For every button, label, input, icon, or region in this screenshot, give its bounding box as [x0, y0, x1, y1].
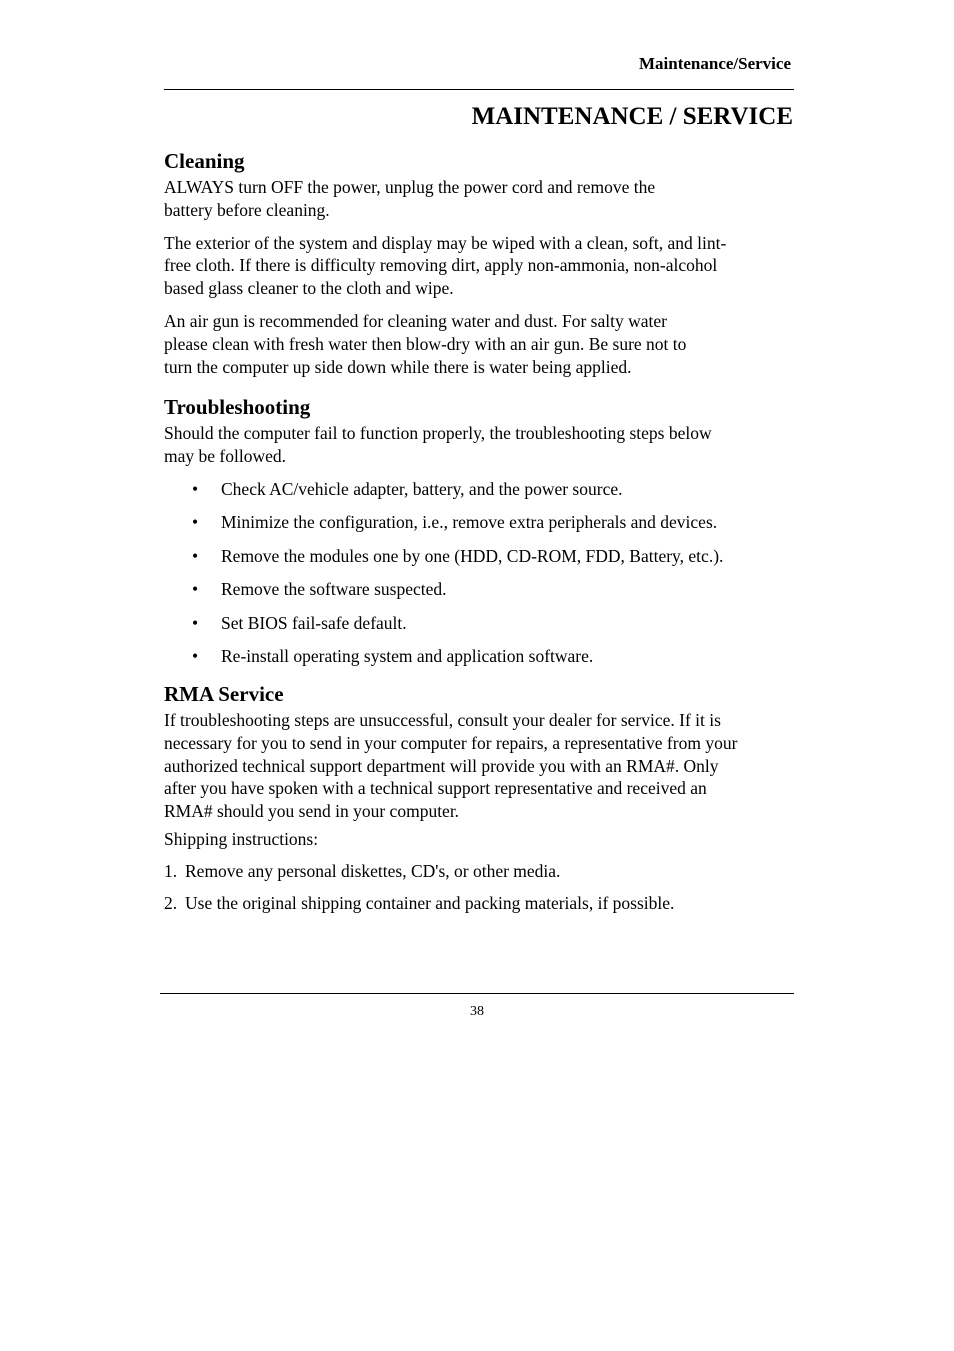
list-item	[164, 578, 796, 612]
list-item-text: Remove the modules one by one (HDD, CD-ROM, FDD, Battery, etc.).	[221, 545, 724, 566]
page-title: MAINTENANCE / SERVICE	[471, 103, 793, 130]
header-rule	[164, 89, 794, 90]
bullet-icon: •	[192, 545, 199, 566]
bullet-icon: •	[192, 612, 199, 633]
step-number: 2.	[164, 892, 178, 913]
list-item-text: Use the original shipping container and packing materials, if possible.	[185, 892, 675, 913]
list-item-text: Re-install operating system and application software.	[221, 646, 594, 667]
troubleshooting-intro	[164, 422, 796, 468]
troubleshooting-list	[164, 478, 796, 679]
text-line: please clean with fresh water then blow-dry with an air gun. Be sure not to	[164, 333, 687, 354]
text-line: may be followed.	[164, 446, 286, 467]
list-item-text: Check AC/vehicle adapter, battery, and the power source.	[221, 478, 623, 499]
bullet-icon: •	[192, 512, 199, 533]
list-item	[164, 645, 796, 679]
text-line: turn the computer up side down while there is water being applied.	[164, 356, 632, 377]
list-item	[164, 511, 796, 545]
text-line: If troubleshooting steps are unsuccessful, consult your dealer for service. If it is	[164, 709, 721, 730]
troubleshooting-heading: Troubleshooting	[164, 395, 311, 420]
text-line: necessary for you to send in your computer for repairs, a representative from your	[164, 732, 738, 753]
bullet-icon: •	[192, 579, 199, 600]
list-item	[164, 892, 796, 924]
shipping-steps	[164, 860, 796, 924]
rma-heading: RMA Service	[164, 681, 284, 706]
rma-paragraph	[164, 709, 796, 823]
text-line: after you have spoken with a technical support representative and received an	[164, 778, 707, 799]
running-header: Maintenance/Service	[638, 54, 791, 73]
cleaning-paragraph-3	[164, 310, 796, 378]
list-item-text: Minimize the configuration, i.e., remove extra peripherals and devices.	[221, 512, 718, 533]
text-line: authorized technical support department will provide you with an RMA#. Only	[164, 755, 719, 776]
page-number: 38	[470, 1004, 484, 1019]
text-line: RMA# should you send in your computer.	[164, 801, 460, 822]
list-item	[164, 478, 796, 512]
list-item	[164, 612, 796, 646]
list-item-text: Remove the software suspected.	[221, 579, 447, 600]
text-line: battery before cleaning.	[164, 199, 330, 220]
bullet-icon: •	[192, 646, 199, 667]
text-line: The exterior of the system and display may be wiped with a clean, soft, and lint-	[164, 232, 727, 253]
list-item-text: Set BIOS fail-safe default.	[221, 612, 407, 633]
text-line: based glass cleaner to the cloth and wipe.	[164, 278, 454, 299]
cleaning-paragraph-2	[164, 232, 796, 300]
cleaning-paragraph-1	[164, 176, 796, 222]
cleaning-heading: Cleaning	[164, 149, 245, 173]
list-item-text: Remove any personal diskettes, CD's, or other media.	[185, 860, 561, 881]
page-content	[164, 146, 796, 924]
step-number: 1.	[164, 860, 178, 881]
text-line: Should the computer fail to function properly, the troubleshooting steps below	[164, 423, 712, 444]
text-line: free cloth. If there is difficulty removing dirt, apply non-ammonia, non-alcohol	[164, 255, 718, 276]
troubleshooting-section	[164, 392, 796, 679]
shipping-label: Shipping instructions:	[164, 828, 319, 849]
footer-rule	[160, 993, 794, 994]
bullet-icon: •	[192, 478, 199, 499]
list-item	[164, 860, 796, 892]
cleaning-section	[164, 146, 796, 378]
list-item	[164, 545, 796, 579]
rma-section	[164, 679, 796, 924]
text-line: ALWAYS turn OFF the power, unplug the power cord and remove the	[164, 177, 656, 197]
text-line: An air gun is recommended for cleaning water and dust. For salty water	[164, 310, 667, 331]
